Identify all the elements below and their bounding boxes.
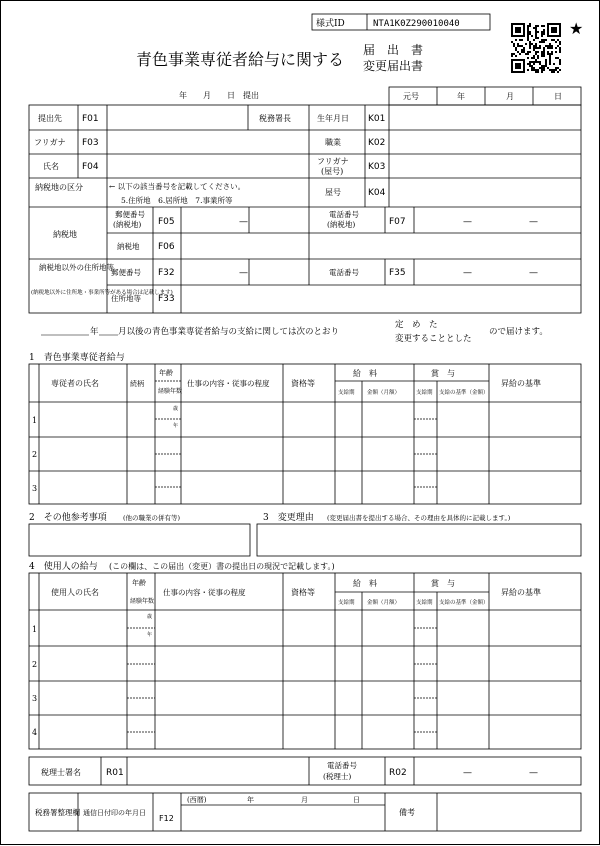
phone2-dash-2: — — [529, 268, 538, 278]
year-label: 年 — [457, 92, 465, 101]
s4-sub-bonus-basis: 支給の基準（金額） — [439, 600, 489, 606]
code-k04: K04 — [368, 188, 386, 198]
era-label: 元号 — [403, 92, 419, 101]
code-k02: K02 — [368, 138, 386, 148]
office-use-label: 税務署整理欄 — [35, 808, 80, 817]
s4-sub-bonus-period: 支給期 — [416, 600, 433, 606]
postal-dash: — — [239, 217, 248, 227]
code-f01: F01 — [82, 114, 99, 124]
code-f03: F03 — [82, 138, 99, 148]
code-f32: F32 — [158, 268, 175, 278]
code-r01: R01 — [106, 768, 124, 778]
s4-col-bonus: 賞 与 — [431, 579, 455, 588]
office-year: 年 — [247, 796, 254, 804]
code-f04: F04 — [82, 162, 99, 172]
star-icon: ★ — [569, 19, 584, 38]
s1-age-unit: 歳 — [173, 406, 179, 412]
submit-to-label: 提出先 — [38, 114, 62, 123]
s4-year-unit: 年 — [147, 632, 153, 638]
s1-col-job: 仕事の内容・従事の程度 — [187, 379, 270, 388]
s4-row-3: 3 — [32, 694, 38, 703]
code-f12: F12 — [159, 814, 174, 823]
s1-col-bonus: 賞 与 — [431, 369, 455, 378]
section4-note: (この欄は、この届出（変更）書の提出日の現況で記載します。) — [109, 562, 335, 571]
phone-sub: (納税地) — [327, 220, 356, 229]
s4-col-job: 仕事の内容・従事の程度 — [163, 588, 246, 597]
code-f35: F35 — [389, 268, 406, 278]
other-place-note: (納税地以外に住所地・事業所等がある場合は記載します) — [31, 290, 173, 296]
s4-col-salary: 給 料 — [353, 579, 377, 588]
name-label: 氏名 — [43, 162, 59, 171]
code-k03: K03 — [368, 162, 386, 172]
qr-code-icon — [511, 23, 561, 73]
phone-dash-2: — — [529, 217, 538, 227]
form-id-value: NTA1K0Z290010040 — [373, 19, 460, 29]
tax-place-addr-label: 納税地 — [117, 242, 140, 251]
s1-sub-amount: 金額（月額） — [367, 390, 401, 396]
furigana-label: フリガナ — [34, 138, 66, 147]
s4-sub-period: 支給期 — [338, 600, 355, 606]
statement-option-2: 変更することとした — [395, 334, 472, 344]
statement-year: 年 — [90, 327, 99, 337]
form-id-label: 様式ID — [316, 19, 345, 29]
s4-col-qual: 資格等 — [291, 588, 315, 597]
phone-label: 電話番号 — [329, 210, 359, 219]
tax-place-type-label — [35, 182, 83, 192]
code-k01: K01 — [368, 114, 386, 124]
s1-sub-period: 支給期 — [338, 390, 355, 396]
month-label: 月 — [506, 92, 514, 101]
accountant-phone-sub: (税理士) — [323, 772, 352, 781]
s1-sub-bonus-basis: 支給の基準（金額） — [439, 390, 489, 396]
phone-dash-1: — — [463, 217, 472, 227]
submission-date-label: 年 月 日 提出 — [179, 91, 259, 100]
code-f33: F33 — [158, 294, 175, 304]
statement-end: ので届けます。 — [489, 327, 548, 337]
tax-place-type-text: 納税地の区分 — [35, 183, 83, 192]
other-place-label: 納税地以外の住所地等 — [39, 263, 114, 272]
s1-col-relation: 続柄 — [130, 380, 144, 388]
s4-row-4: 4 — [32, 728, 38, 737]
accountant-dash-2: — — [529, 768, 538, 778]
section2-box — [29, 524, 250, 556]
seireki-label: (西暦) — [187, 796, 207, 804]
applicant-block — [29, 105, 581, 313]
s4-col-name: 使用人の氏名 — [51, 588, 99, 597]
s1-col-name: 専従者の氏名 — [51, 379, 99, 388]
s1-col-age: 年齢 — [159, 369, 173, 377]
office-day: 日 — [353, 796, 360, 804]
title-option-1: 届 出 書 — [363, 43, 424, 57]
section3-box — [257, 524, 581, 556]
tax-office-suffix: 税務署長 — [259, 114, 291, 123]
page-title: 青色事業専従者給与に関する — [136, 50, 345, 69]
occupation-label: 職業 — [325, 138, 341, 147]
accountant-dash-1: — — [463, 768, 472, 778]
s4-col-basis: 昇給の基準 — [501, 588, 541, 597]
birth-label: 生年月日 — [317, 114, 349, 123]
s1-sub-bonus-period: 支給期 — [416, 390, 433, 396]
statement-option-1: 定 め た — [395, 320, 438, 330]
s1-col-exp: 経験年数 — [158, 388, 183, 395]
s4-col-age: 年齢 — [132, 579, 146, 587]
phone2-label: 電話番号 — [329, 268, 359, 277]
s1-year-unit: 年 — [173, 423, 179, 429]
s4-col-exp: 経験年数 — [130, 598, 155, 605]
accountant-phone-label: 電話番号 — [327, 761, 357, 770]
section3-note: (変更届出書を提出する場合、その理由を具体的に記載します。) — [327, 514, 511, 522]
s1-col-salary: 給 料 — [353, 369, 377, 378]
s1-row-1: 1 — [32, 416, 38, 425]
s1-col-qual: 資格等 — [291, 379, 315, 388]
postal-sub: (納税地) — [113, 220, 142, 229]
s1-row-3: 3 — [32, 484, 38, 493]
postal2-label: 郵便番号 — [111, 268, 141, 277]
trade-furigana-label: フリガナ — [317, 157, 349, 166]
tax-place-options: 5.住所地 6.居所地 7.事業所等 — [121, 196, 233, 205]
postal2-dash: — — [239, 268, 248, 278]
section3-title: 3 変更理由 — [263, 513, 314, 523]
s4-age-unit: 歳 — [147, 614, 153, 620]
code-f06: F06 — [158, 242, 175, 252]
code-r02: R02 — [389, 768, 407, 778]
s1-col-basis: 昇給の基準 — [501, 379, 541, 388]
form-canvas — [1, 1, 600, 846]
code-f07: F07 — [389, 217, 406, 227]
tax-place-note: ← 以下の該当番号を記載してください。 — [109, 182, 246, 191]
s4-sub-amount: 金額（月額） — [367, 600, 401, 606]
remarks-label: 備考 — [399, 808, 415, 817]
section4-table — [29, 573, 581, 749]
s4-row-1: 1 — [32, 625, 38, 634]
statement-text: 月以後の青色事業専従者給与の支給に関しては次のとおり — [118, 327, 340, 337]
section1-title: 1 青色事業専従者給与 — [29, 353, 125, 363]
phone2-dash-1: — — [463, 268, 472, 278]
title-option-2: 変更届出書 — [363, 59, 424, 73]
code-f05: F05 — [158, 217, 175, 227]
trade-name-sub: (屋号) — [321, 167, 344, 176]
s4-row-2: 2 — [32, 660, 38, 669]
postal-label: 郵便番号 — [115, 210, 145, 219]
section2-note: (他の職業の併有等) — [123, 514, 181, 522]
tax-place-label: 納税地 — [53, 230, 77, 239]
section2-title: 2 その他参考事項 — [29, 513, 107, 523]
stamp-date-label: 通信日付印の年月日 — [83, 809, 146, 817]
section4-title: 4 使用人の給与 — [29, 562, 98, 572]
address2-label: 住所地等 — [111, 294, 141, 303]
tax-accountant-label: 税理士署名 — [41, 768, 81, 777]
trade-name-label: 屋号 — [325, 188, 341, 197]
office-month: 月 — [301, 796, 308, 804]
s1-row-2: 2 — [32, 450, 38, 459]
day-label: 日 — [554, 92, 562, 101]
